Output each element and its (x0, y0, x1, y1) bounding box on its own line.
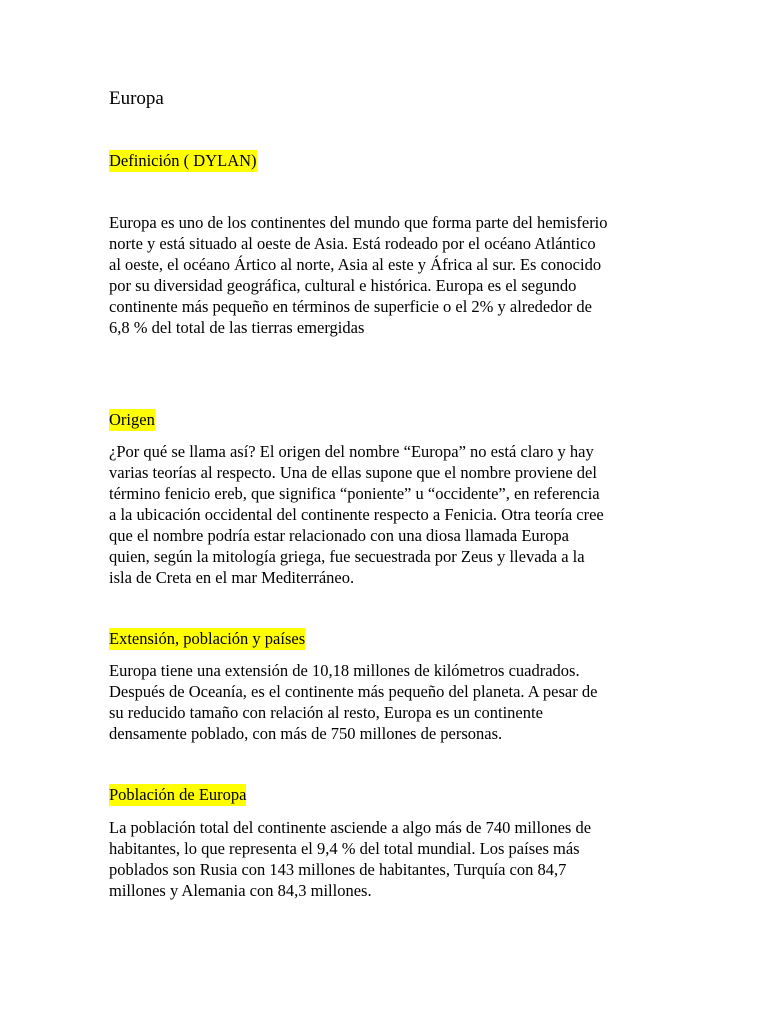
section-heading-origen (109, 410, 155, 430)
section-heading-definicion (109, 151, 257, 171)
paragraph-line: quien, según la mitología griega, fue secuestrada por Zeus y llevada a la (109, 547, 585, 566)
paragraph-line: que el nombre podría estar relacionado con una diosa llamada Europa (109, 526, 569, 545)
section-paragraph-poblacion (109, 817, 669, 901)
paragraph-line: su reducido tamaño con relación al resto, Europa es un continente (109, 703, 543, 722)
paragraph-line: Europa tiene una extensión de 10,18 millones de kilómetros cuadrados. (109, 661, 580, 680)
paragraph-line: varias teorías al respecto. Una de ellas supone que el nombre proviene del (109, 463, 597, 482)
paragraph-line: continente más pequeño en términos de superficie o el 2% y alrededor de (109, 297, 592, 316)
paragraph-line: densamente poblado, con más de 750 millones de personas. (109, 724, 503, 743)
document-title: Europa (109, 88, 164, 109)
paragraph-line: poblados son Rusia con 143 millones de habitantes, Turquía con 84,7 (109, 860, 567, 879)
paragraph-line: a la ubicación occidental del continente respecto a Fenicia. Otra teoría cree (109, 505, 604, 524)
section-paragraph-definicion (109, 212, 669, 338)
paragraph-line: La población total del continente asciende a algo más de 740 millones de (109, 818, 592, 837)
paragraph-line: término fenicio ereb, que significa “poniente” u “occidente”, en referencia (109, 484, 600, 503)
paragraph-line: habitantes, lo que representa el 9,4 % del total mundial. Los países más (109, 839, 580, 858)
paragraph-line: al oeste, el océano Ártico al norte, Asia al este y África al sur. Es conocido (109, 255, 602, 274)
section-paragraph-extension (109, 660, 669, 744)
paragraph-line: millones y Alemania con 84,3 millones. (109, 881, 372, 900)
paragraph-line: por su diversidad geográfica, cultural e histórica. Europa es el segundo (109, 276, 577, 295)
paragraph-line: 6,8 % del total de las tierras emergidas (109, 318, 365, 337)
section-heading-poblacion (109, 785, 246, 805)
paragraph-line: norte y está situado al oeste de Asia. Está rodeado por el océano Atlántico (109, 234, 596, 253)
highlighted-heading-text: Origen (109, 410, 155, 429)
paragraph-line: ¿Por qué se llama así? El origen del nombre “Europa” no está claro y hay (109, 442, 594, 461)
highlighted-heading-text: Extensión, población y países (109, 629, 306, 648)
paragraph-line: isla de Creta en el mar Mediterráneo. (109, 568, 355, 587)
section-paragraph-origen (109, 441, 669, 588)
highlighted-heading-text: Población de Europa (109, 785, 247, 804)
section-heading-extension (109, 629, 305, 649)
paragraph-line: Europa es uno de los continentes del mundo que forma parte del hemisferio (109, 213, 608, 232)
highlighted-heading-text: Definición ( DYLAN) (109, 151, 257, 170)
paragraph-line: Después de Oceanía, es el continente más pequeño del planeta. A pesar de (109, 682, 598, 701)
